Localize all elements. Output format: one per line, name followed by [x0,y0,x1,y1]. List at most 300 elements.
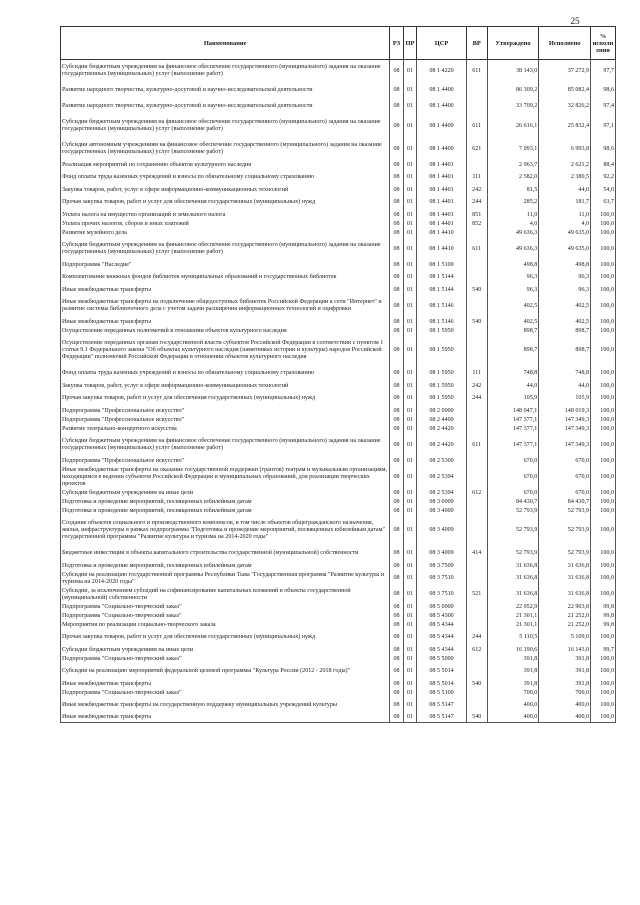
cell-name: Иные межбюджетные трансферты [61,714,390,723]
cell-name: Субсидии, за исключением субсидий на софинансирование капитальных вложений в объекты государственной (муниципальной) собственности [61,587,390,603]
cell-percent: 99,8 [591,612,616,621]
cell-executed: 2 380,5 [539,170,591,186]
cell-csr: 08 3 4000 [417,507,467,516]
cell-csr: 08 1 4401 [417,195,467,211]
table-row [61,489,616,498]
cell-csr: 08 3 4009 [417,516,467,546]
cell-name: Фонд оплаты труда казенных учреждений и взносы по обязательному социальному страхованию [61,170,390,186]
cell-name: Подпрограмма "Наследие" [61,261,390,270]
cell-rz: 08 [390,270,403,286]
cell-rz: 08 [390,489,403,498]
cell-vr [466,425,487,434]
cell-csr: 08 1 5950 [417,336,467,366]
cell-name: Субсидии бюджетным учреждениям на иные цели [61,646,390,655]
cell-approved: 86 309,2 [487,83,539,99]
cell-rz: 08 [390,60,403,83]
cell-csr: 08 1 4401 [417,220,467,229]
cell-percent: 100,0 [591,546,616,562]
cell-rz: 08 [390,327,403,336]
cell-csr: 08 5 5014 [417,664,467,680]
cell-rz: 08 [390,261,403,270]
cell-rz: 08 [390,562,403,571]
cell-pr: 01 [403,507,416,516]
cell-pr: 01 [403,646,416,655]
cell-approved: 2 963,7 [487,161,539,170]
cell-percent: 100,0 [591,466,616,489]
cell-pr: 01 [403,407,416,416]
cell-name: Субсидии бюджетным учреждениям на финансовое обеспечение государственного (муниципального) задания на оказание государственных (муниципальных) услуг (выполнение работ) [61,434,390,457]
cell-percent: 98,6 [591,83,616,99]
table-row [61,698,616,714]
cell-executed: 400,0 [539,714,591,723]
cell-pr: 01 [403,630,416,646]
cell-executed: 2 621,2 [539,161,591,170]
cell-vr [466,698,487,714]
header-csr: ЦСР [417,27,467,60]
cell-percent: 100,0 [591,261,616,270]
cell-csr: 08 3 7510 [417,571,467,587]
cell-percent: 100,0 [591,238,616,261]
cell-executed: 6 993,8 [539,138,591,161]
cell-csr: 08 2 5300 [417,457,467,466]
cell-percent: 100,0 [591,714,616,723]
table-row [61,327,616,336]
header-percent: % исполн ения [591,27,616,60]
cell-name: Иные межбюджетные трансферты на государственную поддержку муниципальных учреждений культуры [61,698,390,714]
cell-approved: 147 377,1 [487,425,539,434]
cell-name: Подпрограмма "Социально-творческий заказ" [61,655,390,664]
header-vr: ВР [466,27,487,60]
cell-executed: 52 793,9 [539,507,591,516]
cell-percent: 100,0 [591,286,616,295]
cell-approved: 11,0 [487,211,539,220]
cell-executed: 670,0 [539,489,591,498]
cell-percent: 100,0 [591,229,616,238]
cell-name: Реализация мероприятий по сохранению объектов культурного наследия [61,161,390,170]
cell-csr: 08 1 4401 [417,170,467,186]
table-row [61,603,616,612]
cell-approved: 391,8 [487,680,539,689]
cell-approved: 147 377,1 [487,416,539,425]
cell-executed: 147 349,3 [539,416,591,425]
cell-csr: 08 3 4009 [417,546,467,562]
cell-pr: 01 [403,115,416,138]
cell-pr: 01 [403,60,416,83]
cell-percent: 63,7 [591,195,616,211]
table-row [61,261,616,270]
cell-csr: 08 3 0000 [417,498,467,507]
cell-rz: 08 [390,195,403,211]
cell-executed: 21 252,0 [539,621,591,630]
cell-executed: 49 635,0 [539,229,591,238]
cell-name: Мероприятия по реализации социально-творческого заказа [61,621,390,630]
cell-vr [466,99,487,115]
cell-csr: 08 5 4344 [417,621,467,630]
cell-approved: 148 047,1 [487,407,539,416]
cell-executed: 748,8 [539,366,591,382]
cell-executed: 37 272,9 [539,60,591,83]
cell-rz: 08 [390,646,403,655]
cell-vr: 611 [466,434,487,457]
cell-executed: 670,0 [539,466,591,489]
table-row [61,571,616,587]
table-row [61,546,616,562]
cell-csr: 08 5 5000 [417,655,467,664]
cell-approved: 498,8 [487,261,539,270]
cell-percent: 100,0 [591,498,616,507]
cell-name: Подготовка и проведение мероприятий, посвященных юбилейным датам [61,498,390,507]
cell-approved: 96,3 [487,286,539,295]
cell-vr: 540 [466,318,487,327]
cell-csr: 08 1 4410 [417,238,467,261]
cell-rz: 08 [390,366,403,382]
cell-name: Иные межбюджетные трансферты на подключение общедоступных библиотек Российской Федерации к сети "Интернет" и развитие системы библиотечного дела с учетом задачи расширения информационных технологий и оцифровки [61,295,390,318]
cell-name: Прочая закупка товаров, работ и услуг для обеспечения государственных (муниципальных) нужд [61,391,390,407]
cell-csr: 08 1 5950 [417,327,467,336]
cell-approved: 7 093,1 [487,138,539,161]
cell-rz: 08 [390,238,403,261]
page-number: 25 [570,16,580,26]
cell-approved: 31 636,8 [487,562,539,571]
cell-name: Уплата налога на имущество организаций и земельного налога [61,211,390,220]
cell-name: Закупка товаров, работ, услуг в сфере информационно-коммуникационных технологий [61,382,390,391]
cell-pr: 01 [403,562,416,571]
cell-vr: 612 [466,489,487,498]
cell-percent: 100,0 [591,366,616,382]
cell-percent: 100,0 [591,630,616,646]
cell-name: Развитие музейного дела [61,229,390,238]
table-row [61,318,616,327]
cell-csr: 08 1 5950 [417,391,467,407]
cell-executed: 498,8 [539,261,591,270]
cell-pr: 01 [403,161,416,170]
cell-pr: 01 [403,498,416,507]
cell-executed: 31 636,8 [539,571,591,587]
cell-percent: 100,0 [591,516,616,546]
cell-rz: 08 [390,186,403,195]
cell-rz: 08 [390,457,403,466]
cell-approved: 31 636,8 [487,587,539,603]
table-row [61,83,616,99]
cell-rz: 08 [390,587,403,603]
cell-vr: 242 [466,186,487,195]
cell-rz: 08 [390,621,403,630]
cell-approved: 105,9 [487,391,539,407]
cell-rz: 08 [390,416,403,425]
cell-rz: 08 [390,318,403,327]
cell-pr: 01 [403,99,416,115]
cell-approved: 81,5 [487,186,539,195]
cell-executed: 147 349,3 [539,425,591,434]
cell-name: Субсидия на реализацию мероприятий федеральной целевой программы "Культура России (2012 - 2018 годы)" [61,664,390,680]
cell-percent: 100,0 [591,336,616,366]
cell-vr: 244 [466,195,487,211]
cell-percent: 100,0 [591,698,616,714]
cell-pr: 01 [403,416,416,425]
cell-vr: 540 [466,714,487,723]
cell-executed: 402,5 [539,318,591,327]
cell-approved: 391,8 [487,664,539,680]
cell-approved: 748,8 [487,366,539,382]
table-row [61,664,616,680]
cell-vr: 242 [466,382,487,391]
cell-name: Подпрограмма "Социально-творческий заказ" [61,603,390,612]
cell-pr: 01 [403,425,416,434]
cell-vr: 414 [466,546,487,562]
cell-rz: 08 [390,220,403,229]
cell-approved: 38 143,0 [487,60,539,83]
table-row [61,457,616,466]
cell-executed: 4,0 [539,220,591,229]
cell-pr: 01 [403,698,416,714]
cell-executed: 52 793,9 [539,546,591,562]
cell-vr: 611 [466,60,487,83]
cell-pr: 01 [403,170,416,186]
cell-rz: 08 [390,630,403,646]
table-row [61,186,616,195]
cell-percent: 99,8 [591,621,616,630]
cell-csr: 08 2 0000 [417,407,467,416]
cell-percent: 92,2 [591,170,616,186]
cell-rz: 08 [390,698,403,714]
cell-rz: 08 [390,664,403,680]
cell-approved: 21 301,1 [487,621,539,630]
cell-approved: 898,7 [487,327,539,336]
cell-percent: 97,7 [591,60,616,83]
cell-csr: 08 5 4300 [417,612,467,621]
cell-executed: 44,0 [539,186,591,195]
cell-vr [466,516,487,546]
cell-rz: 08 [390,434,403,457]
cell-vr [466,407,487,416]
cell-rz: 08 [390,507,403,516]
table-row [61,138,616,161]
cell-approved: 402,5 [487,318,539,327]
cell-pr: 01 [403,270,416,286]
cell-vr [466,603,487,612]
cell-approved: 84 430,7 [487,498,539,507]
cell-vr [466,416,487,425]
cell-percent: 100,0 [591,689,616,698]
table-row [61,195,616,211]
cell-csr: 08 1 4401 [417,211,467,220]
table-row [61,562,616,571]
cell-pr: 01 [403,655,416,664]
cell-vr: 244 [466,630,487,646]
cell-csr: 08 1 4410 [417,229,467,238]
cell-vr [466,261,487,270]
cell-percent: 100,0 [591,425,616,434]
cell-csr: 08 2 5394 [417,489,467,498]
table-row [61,498,616,507]
cell-name: Подготовка и проведение мероприятий, посвященных юбилейным датам [61,562,390,571]
table-row [61,238,616,261]
cell-rz: 08 [390,336,403,366]
cell-name: Подпрограмма "Профессиональное искусство" [61,416,390,425]
cell-pr: 01 [403,603,416,612]
cell-percent: 99,8 [591,603,616,612]
cell-executed: 22 903,8 [539,603,591,612]
cell-vr: 611 [466,115,487,138]
cell-executed: 96,3 [539,286,591,295]
cell-executed: 49 635,0 [539,238,591,261]
header-pr: ПР [403,27,416,60]
cell-name: Прочая закупка товаров, работ и услуг для обеспечения государственных (муниципальных) нужд [61,195,390,211]
header-name: Наименование [61,27,390,60]
cell-percent: 100,0 [591,507,616,516]
cell-executed: 85 082,4 [539,83,591,99]
cell-rz: 08 [390,612,403,621]
table-row [61,229,616,238]
cell-csr: 08 2 5394 [417,466,467,489]
cell-rz: 08 [390,138,403,161]
table-row [61,621,616,630]
table-row [61,612,616,621]
cell-approved: 670,0 [487,489,539,498]
cell-vr [466,295,487,318]
cell-vr: 540 [466,286,487,295]
cell-pr: 01 [403,516,416,546]
table-row [61,416,616,425]
cell-pr: 01 [403,220,416,229]
cell-pr: 01 [403,664,416,680]
cell-pr: 01 [403,211,416,220]
cell-pr: 01 [403,546,416,562]
cell-percent: 100,0 [591,295,616,318]
cell-rz: 08 [390,680,403,689]
cell-rz: 08 [390,391,403,407]
cell-vr [466,161,487,170]
cell-vr [466,621,487,630]
cell-percent: 88,4 [591,161,616,170]
cell-percent: 100,0 [591,571,616,587]
table-row [61,689,616,698]
cell-executed: 181,7 [539,195,591,211]
cell-csr: 08 2 4400 [417,416,467,425]
header-rz: РЗ [390,27,403,60]
cell-approved: 5 110,5 [487,630,539,646]
cell-name: Подпрограмма "Профессиональное искусство" [61,457,390,466]
table-row [61,407,616,416]
table-body [61,60,616,723]
cell-approved: 898,7 [487,336,539,366]
cell-vr: 611 [466,238,487,261]
table-row [61,161,616,170]
cell-pr: 01 [403,238,416,261]
cell-executed: 11,0 [539,211,591,220]
cell-executed: 96,3 [539,270,591,286]
cell-vr [466,457,487,466]
cell-vr [466,612,487,621]
cell-pr: 01 [403,366,416,382]
table-row [61,425,616,434]
cell-vr [466,689,487,698]
cell-rz: 08 [390,115,403,138]
cell-pr: 01 [403,286,416,295]
cell-rz: 08 [390,425,403,434]
cell-csr: 08 3 7510 [417,587,467,603]
cell-name: Иные межбюджетные трансферты на оказание государственной поддержки (грантов) театрам и музыкальным организациям, находящимся в ведении субъектов Российской Федерации и муниципальных образований, для реализации творческих проектов [61,466,390,489]
table-row [61,99,616,115]
cell-percent: 100,0 [591,382,616,391]
cell-rz: 08 [390,603,403,612]
cell-percent: 99,7 [591,646,616,655]
cell-percent: 100,0 [591,391,616,407]
cell-vr [466,229,487,238]
cell-pr: 01 [403,318,416,327]
cell-executed: 16 143,0 [539,646,591,655]
table-row [61,655,616,664]
cell-pr: 01 [403,83,416,99]
cell-csr: 08 5 4344 [417,630,467,646]
cell-csr: 08 3 7500 [417,562,467,571]
cell-name: Иные межбюджетные трансферты [61,318,390,327]
cell-percent: 100,0 [591,407,616,416]
cell-csr: 08 1 4400 [417,99,467,115]
cell-pr: 01 [403,261,416,270]
cell-vr: 111 [466,366,487,382]
cell-percent: 100,0 [591,211,616,220]
cell-approved: 52 793,9 [487,507,539,516]
cell-pr: 01 [403,457,416,466]
cell-executed: 84 430,7 [539,498,591,507]
cell-approved: 31 636,8 [487,571,539,587]
cell-percent: 100,0 [591,270,616,286]
cell-csr: 08 1 4400 [417,115,467,138]
table-row [61,646,616,655]
table-row [61,295,616,318]
cell-vr [466,562,487,571]
cell-pr: 01 [403,295,416,318]
cell-csr: 08 1 5146 [417,295,467,318]
cell-csr: 08 2 4420 [417,434,467,457]
cell-name: Субсидии бюджетным учреждениям на финансовое обеспечение государственного (муниципального) задания на оказание государственных (муниципальных) услуг (выполнение работ) [61,238,390,261]
cell-name: Иные межбюджетные трансферты [61,680,390,689]
cell-approved: 402,5 [487,295,539,318]
cell-name: Развитие народного творчества, культурно-досуговой и научно-исследовательской деятельности [61,83,390,99]
table-row [61,170,616,186]
header-executed: Исполнено [539,27,591,60]
cell-vr: 521 [466,587,487,603]
cell-executed: 402,5 [539,295,591,318]
cell-csr: 08 1 5146 [417,318,467,327]
cell-name: Субсидия на реализацию государственной программы Республики Тыва "Государственная программа "Развитие культуры и туризма на 2014-2020 годы" [61,571,390,587]
cell-name: Прочая закупка товаров, работ и услуг для обеспечения государственных (муниципальных) нужд [61,630,390,646]
cell-executed: 52 793,9 [539,516,591,546]
cell-percent: 100,0 [591,318,616,327]
cell-percent: 100,0 [591,457,616,466]
cell-vr [466,270,487,286]
table-row [61,680,616,689]
cell-rz: 08 [390,229,403,238]
cell-percent: 100,0 [591,680,616,689]
cell-percent: 100,0 [591,587,616,603]
cell-rz: 08 [390,689,403,698]
cell-vr: 621 [466,138,487,161]
cell-csr: 08 1 4401 [417,186,467,195]
cell-name: Уплата прочих налогов, сборов и иных платежей [61,220,390,229]
cell-rz: 08 [390,295,403,318]
cell-percent: 97,1 [591,115,616,138]
table-row [61,60,616,83]
cell-csr: 08 1 4220 [417,60,467,83]
cell-approved: 96,3 [487,270,539,286]
cell-vr [466,664,487,680]
header-approved: Утверждено [487,27,539,60]
table-row [61,115,616,138]
cell-executed: 31 636,8 [539,587,591,603]
cell-csr: 08 1 4401 [417,161,467,170]
